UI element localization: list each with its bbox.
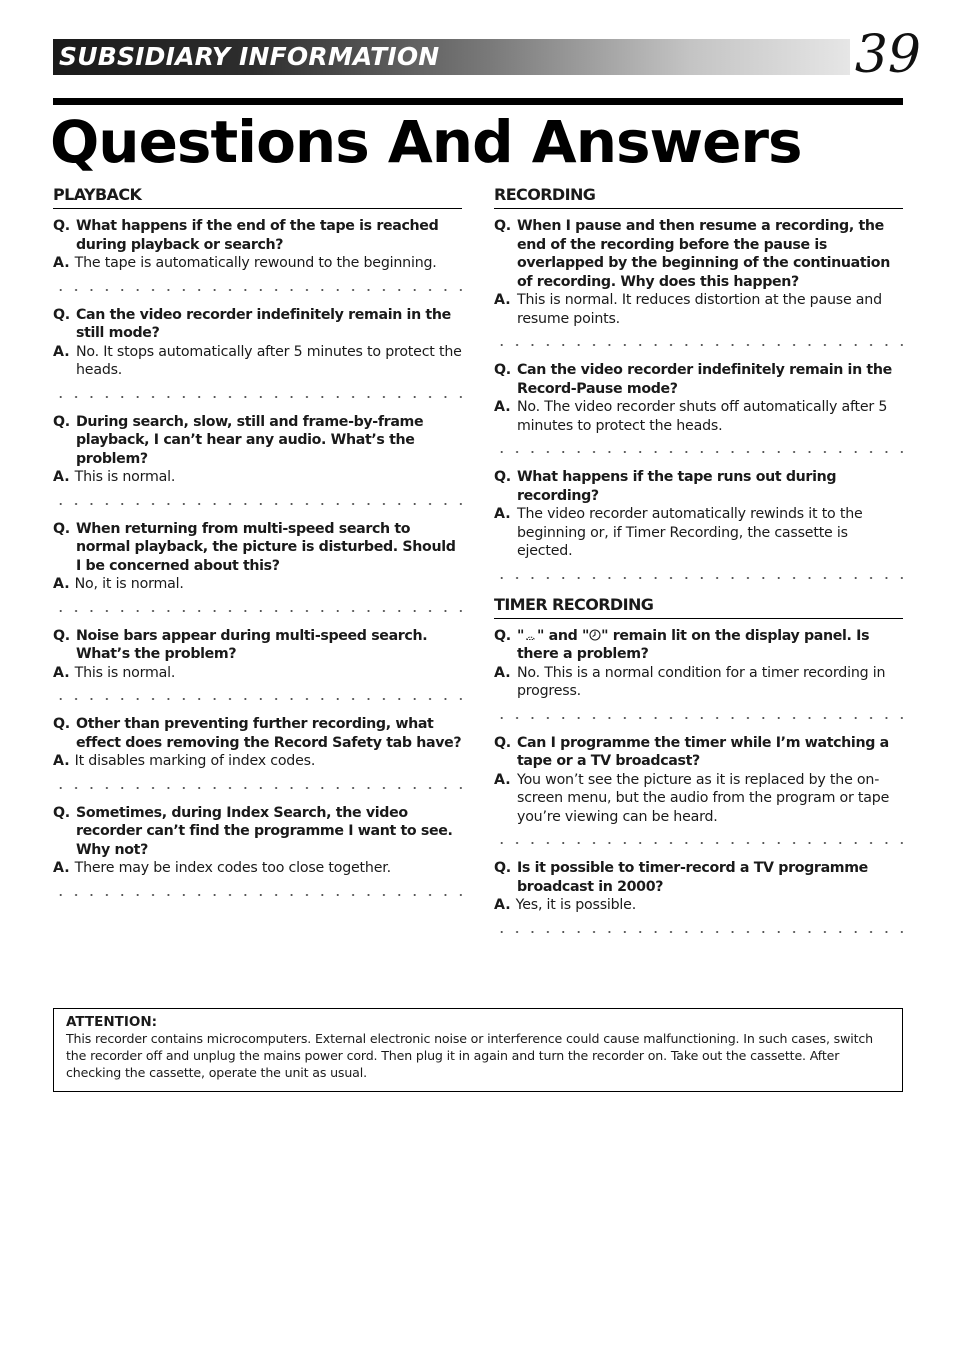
dotted-divider — [494, 344, 903, 346]
qa-item — [53, 804, 462, 878]
qa-item — [53, 306, 462, 380]
q-prefix: Q. — [494, 860, 511, 876]
q-prefix: Q. — [53, 716, 70, 732]
section-label: SUBSIDIARY INFORMATION — [59, 42, 440, 71]
question-text: Noise bars appear during multi-speed search. What’s the problem? — [76, 627, 428, 662]
answer-text: The tape is automatically rewound to the beginning. — [74, 255, 437, 271]
q-prefix: Q. — [53, 627, 70, 644]
a-prefix: A. — [494, 664, 511, 681]
question-text: When I pause and then resume a recording, the end of the recording before the pause is overlapped by the beginning of the continuation of recording. Why does this happen? — [517, 218, 890, 290]
qa-item — [53, 627, 462, 683]
answer-text: No. This is a normal condition for a timer recording in progress. — [517, 664, 886, 699]
section-heading-timer-recording: TIMER RECORDING — [494, 594, 903, 619]
section-heading-playback: PLAYBACK — [53, 184, 462, 209]
qa-item — [494, 734, 903, 827]
question-text: What happens if the tape runs out during recording? — [517, 469, 837, 504]
answer-text: This is normal. — [74, 664, 176, 681]
dotted-divider — [53, 503, 462, 505]
question-text: " " and " " remain lit on the display panel. Is there a problem? — [517, 627, 870, 662]
a-prefix: A. — [53, 469, 70, 485]
q-prefix: Q. — [53, 804, 70, 821]
answer-text: There may be index codes too close together. — [74, 860, 391, 876]
q-prefix: Q. — [494, 734, 511, 751]
answer-text: This is normal. — [74, 469, 176, 485]
cassette-icon — [524, 631, 537, 641]
dotted-divider — [53, 894, 462, 896]
dotted-divider — [494, 931, 903, 933]
answer-text: No, it is normal. — [74, 576, 184, 592]
answer-text: Yes, it is possible. — [515, 897, 637, 913]
page-number: 39 — [854, 25, 921, 85]
dotted-divider — [53, 698, 462, 700]
q-prefix: Q. — [494, 627, 511, 644]
question-text: What happens if the end of the tape is reached during playback or search? — [76, 218, 439, 253]
dotted-divider — [494, 717, 903, 719]
qa-item — [494, 361, 903, 435]
answer-text: This is normal. It reduces distortion at the pause and resume points. — [517, 292, 882, 327]
a-prefix: A. — [53, 860, 70, 876]
question-text: Other than preventing further recording, what effect does removing the Record Safety tab have? — [76, 716, 462, 751]
q-prefix: Q. — [494, 469, 511, 485]
a-prefix: A. — [494, 399, 511, 415]
qa-item — [494, 859, 903, 915]
a-prefix: A. — [494, 292, 511, 308]
qa-item — [494, 468, 903, 561]
qa-item — [494, 627, 903, 701]
dotted-divider — [53, 610, 462, 612]
title-rule — [53, 98, 903, 105]
qa-item — [494, 217, 903, 328]
a-prefix: A. — [53, 255, 70, 271]
timer-clock-icon — [589, 629, 601, 641]
a-prefix: A. — [53, 576, 70, 592]
a-prefix: A. — [53, 753, 70, 769]
attention-heading: ATTENTION: — [66, 1014, 158, 1030]
question-text: When returning from multi-speed search to normal playback, the picture is disturbed. Should I be concerned about this? — [76, 520, 456, 574]
a-prefix: A. — [494, 771, 511, 788]
question-text: Sometimes, during Index Search, the video recorder can’t find the programme I want to see. Why not? — [76, 804, 453, 858]
a-prefix: A. — [494, 897, 511, 913]
dotted-divider — [53, 289, 462, 291]
playback-column — [53, 184, 462, 911]
qa-item — [53, 217, 462, 273]
question-text: Can the video recorder indefinitely remain in the Record-Pause mode? — [517, 362, 892, 397]
dotted-divider — [494, 577, 903, 579]
q-prefix: Q. — [53, 520, 70, 537]
page-title: Questions And Answers — [50, 108, 802, 176]
a-prefix: A. — [53, 343, 70, 360]
q-prefix: Q. — [494, 362, 511, 378]
question-text: During search, slow, still and frame-by-frame playback, I can’t hear any audio. What’s the problem? — [76, 413, 424, 467]
section-heading-recording: RECORDING — [494, 184, 903, 209]
answer-text: You won’t see the picture as it is replaced by the on-screen menu, but the audio from the program or tape you’re viewing can be heard. — [517, 771, 890, 825]
answer-text: No. The video recorder shuts off automatically after 5 minutes to protect the heads. — [517, 399, 888, 434]
a-prefix: A. — [53, 664, 70, 681]
q-prefix: Q. — [53, 218, 70, 234]
dotted-divider — [53, 787, 462, 789]
qa-item — [53, 520, 462, 594]
question-text: Can I programme the timer while I’m watching a tape or a TV broadcast? — [517, 734, 889, 769]
attention-body: This recorder contains microcomputers. External electronic noise or interference could cause malfunctioning. In such cases, switch the recorder off and unplug the mains power cord. Then plug it in again and turn the recorder on. Take out the cassette. After checking the cassette, operate the unit as usual. — [66, 1031, 873, 1080]
qa-item — [53, 715, 462, 771]
dotted-divider — [494, 451, 903, 453]
answer-text: It disables marking of index codes. — [74, 753, 316, 769]
q-prefix: Q. — [494, 218, 511, 234]
answer-text: The video recorder automatically rewinds it to the beginning or, if Timer Recording, the cassette is ejected. — [517, 506, 863, 559]
question-text: Is it possible to timer-record a TV programme broadcast in 2000? — [517, 860, 868, 895]
attention-box — [53, 1008, 903, 1092]
qa-item — [53, 413, 462, 487]
answer-text: No. It stops automatically after 5 minutes to protect the heads. — [76, 343, 462, 378]
q-prefix: Q. — [53, 306, 70, 323]
recording-column — [494, 184, 903, 948]
a-prefix: A. — [494, 506, 511, 522]
q-prefix: Q. — [53, 413, 70, 430]
dotted-divider — [53, 396, 462, 398]
dotted-divider — [494, 842, 903, 844]
question-text: Can the video recorder indefinitely remain in the still mode? — [76, 306, 451, 341]
